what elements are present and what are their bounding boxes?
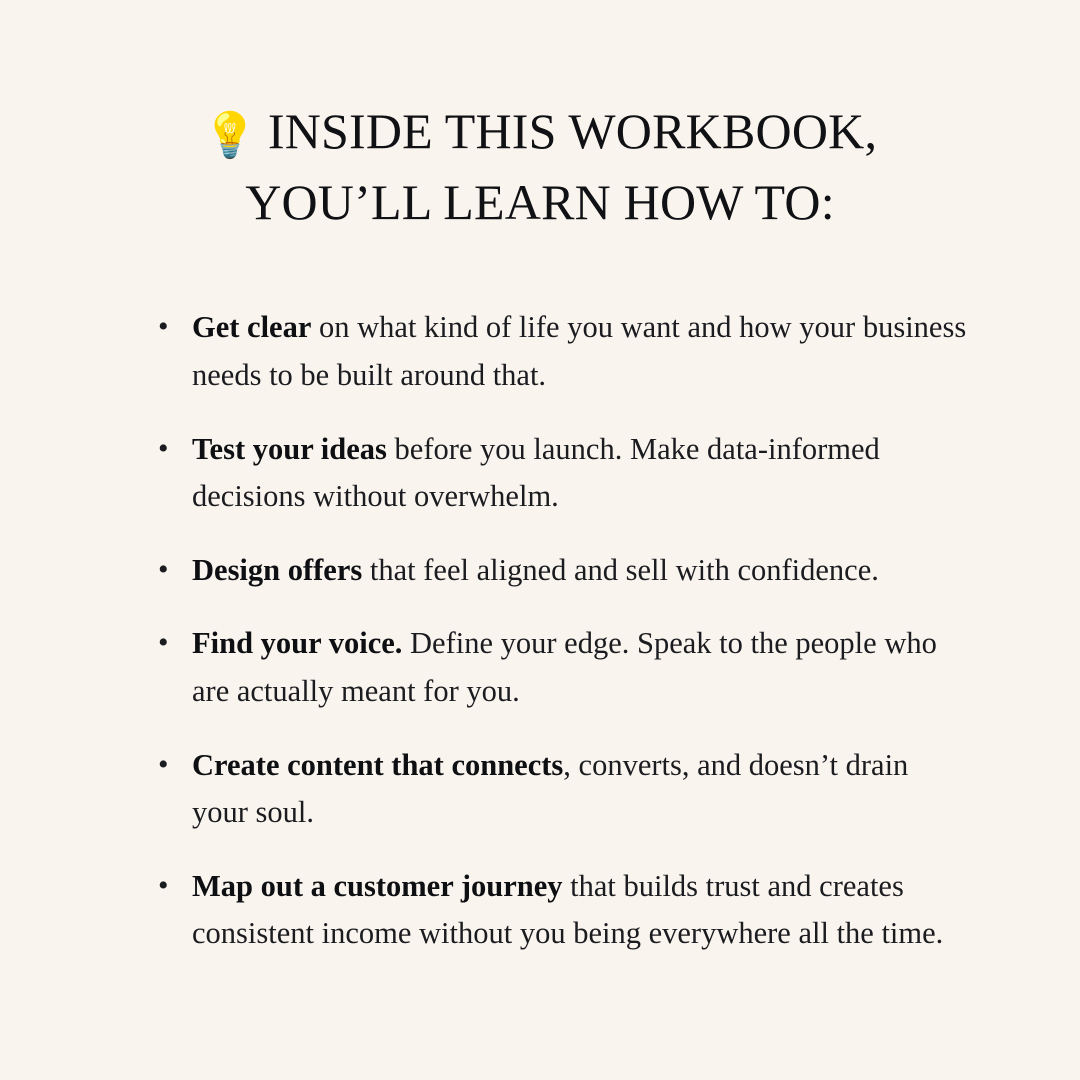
list-item [150, 304, 970, 399]
list-item-rest: on what kind of life you want and how your business needs to be built around that. [192, 310, 967, 393]
lightbulb-icon: 💡 [202, 111, 258, 160]
page-title [203, 96, 877, 238]
bullet-icon: • [158, 868, 169, 902]
bullet-icon: • [158, 552, 169, 586]
list-item [150, 620, 970, 715]
list-item-lead: Design offers [192, 552, 363, 587]
list-item-rest: that feel aligned and sell with confidence. [362, 552, 879, 587]
list-item [150, 547, 970, 595]
bullet-icon: • [158, 431, 169, 465]
list-item-lead: Test your ideas [192, 431, 387, 466]
list-item [150, 426, 970, 521]
list-item-rest: before you launch. Make data-informed decisions without overwhelm. [192, 431, 880, 514]
bullet-icon: • [158, 747, 169, 781]
headline-text-2: YOU’LL LEARN HOW TO: [245, 174, 835, 231]
list-item-rest: that builds trust and creates consistent income without you being everywhere all the time. [192, 868, 944, 951]
list-item-lead: Map out a customer journey [192, 868, 563, 903]
bullet-icon: • [158, 626, 169, 660]
list-item-lead: Get clear [192, 310, 312, 345]
list-item [150, 863, 970, 958]
list-item-rest: Define your edge. Speak to the people who are actually meant for you. [192, 626, 937, 708]
list-item-lead: Find your voice. [192, 626, 403, 661]
list-item-lead: Create content that connects [192, 747, 564, 782]
headline-line-1 [203, 96, 877, 167]
headline-text-1: INSIDE THIS WORKBOOK, [267, 103, 878, 159]
list-item-rest: , converts, and doesn’t drain your soul. [192, 747, 909, 830]
list-item [150, 742, 970, 837]
bullet-icon: • [158, 310, 169, 344]
learning-points-list [110, 304, 970, 957]
